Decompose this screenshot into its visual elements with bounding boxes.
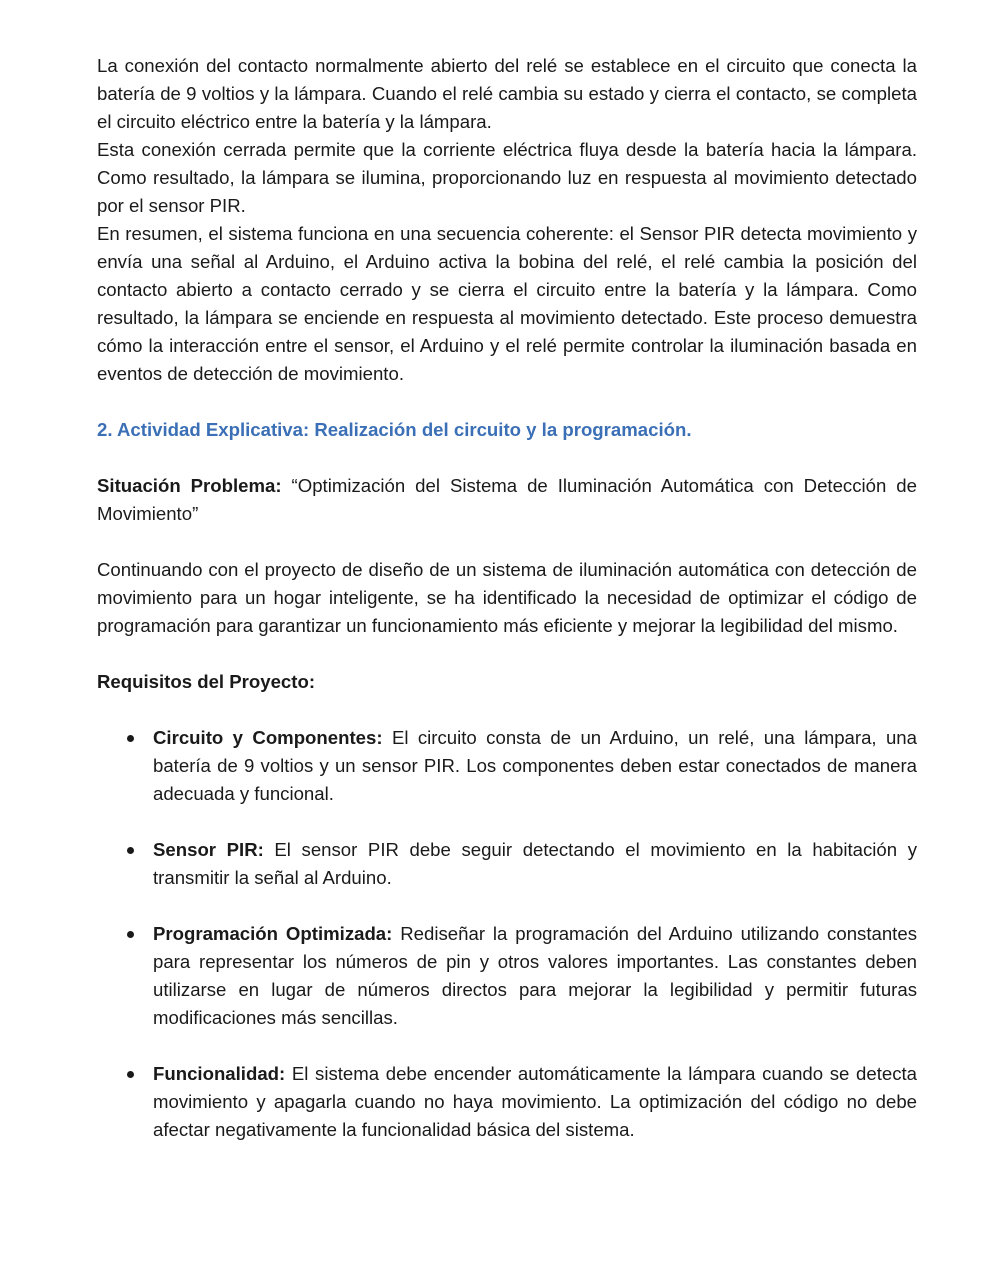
paragraph-relay-contact: La conexión del contacto normalmente abierto del relé se establece en el circuito que conecta la batería de 9 voltios y la lámpara. Cuando el relé cambia su estado y cierra el contacto, se completa el circuito eléctrico entre la batería y la lámpara. bbox=[97, 55, 917, 132]
bullet-icon bbox=[127, 1071, 134, 1078]
requirement-text: El sistema debe encender automáticamente la lámpara cuando se detecta movimiento y apagarla cuando no haya movimiento. La optimización del código no debe afectar negativamente la funcionalidad básica del sistema. bbox=[153, 1063, 917, 1140]
requirement-label: Sensor PIR: bbox=[153, 839, 264, 860]
requirements-list bbox=[97, 724, 917, 1144]
paragraph-summary: En resumen, el sistema funciona en una secuencia coherente: el Sensor PIR detecta movimiento y envía una señal al Arduino, el Arduino activa la bobina del relé, el relé cambia la posición del contacto abierto a contacto cerrado y se cierra el circuito entre la batería y la lámpara. Como resultado, la lámpara se enciende en respuesta al movimiento detectado. Este proceso demuestra cómo la interacción entre el sensor, el Arduino y el relé permite controlar la iluminación basada en eventos de detección de movimiento. bbox=[97, 223, 917, 384]
list-item bbox=[97, 920, 917, 1032]
situation-text: “Optimización del Sistema de Iluminación Automática con Detección de Movimiento” bbox=[97, 475, 917, 524]
section-heading: 2. Actividad Explicativa: Realización del circuito y la programación. bbox=[97, 419, 692, 440]
paragraph-current-flow: Esta conexión cerrada permite que la corriente eléctrica fluya desde la batería hacia la lámpara. Como resultado, la lámpara se ilumina, proporcionando luz en respuesta al movimiento detectado por el sensor PIR. bbox=[97, 139, 917, 216]
requirement-label: Funcionalidad: bbox=[153, 1063, 286, 1084]
requirements-title: Requisitos del Proyecto: bbox=[97, 671, 316, 692]
list-item bbox=[97, 1060, 917, 1144]
bullet-icon bbox=[127, 931, 134, 938]
intro-paragraph: Continuando con el proyecto de diseño de un sistema de iluminación automática con detección de movimiento para un hogar inteligente, se ha identificado la necesidad de optimizar el código de programación para garantizar un funcionamiento más eficiente y mejorar la legibilidad del mismo. bbox=[97, 559, 917, 636]
list-item bbox=[97, 724, 917, 808]
requirement-text: Rediseñar la programación del Arduino utilizando constantes para representar los números de pin y otros valores importantes. Las constantes deben utilizarse en lugar de números directos para mejorar la legibilidad y permitir futuras modificaciones más sencillas. bbox=[153, 923, 917, 1028]
requirement-label: Programación Optimizada: bbox=[153, 923, 393, 944]
requirement-text: El circuito consta de un Arduino, un relé, una lámpara, una batería de 9 voltios y un sensor PIR. Los componentes deben estar conectados de manera adecuada y funcional. bbox=[153, 727, 917, 804]
situation-label: Situación Problema: bbox=[97, 475, 282, 496]
document-page bbox=[97, 52, 917, 1172]
situation-problem bbox=[97, 472, 917, 528]
bullet-icon bbox=[127, 847, 134, 854]
list-item bbox=[97, 836, 917, 892]
requirement-label: Circuito y Componentes: bbox=[153, 727, 383, 748]
requirement-text: El sensor PIR debe seguir detectando el movimiento en la habitación y transmitir la señal al Arduino. bbox=[153, 839, 917, 888]
bullet-icon bbox=[127, 735, 134, 742]
